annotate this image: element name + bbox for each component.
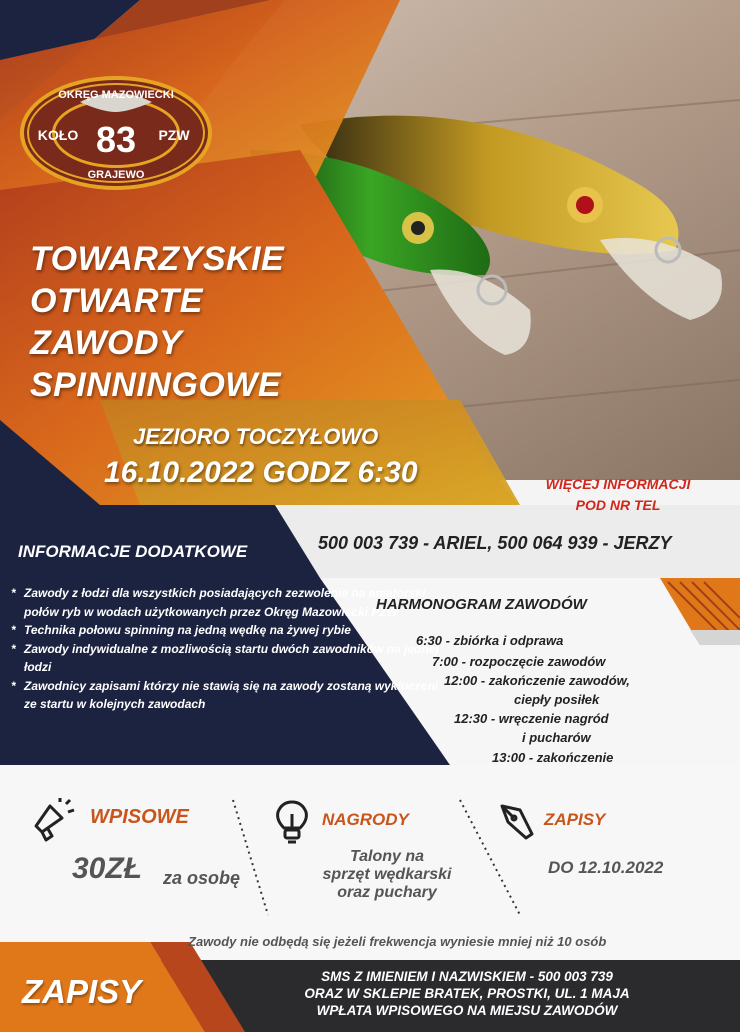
list-item: * Zawodnicy zapisami którzy nie stawią się na zawody zostaną wykluczeni ze startu w kolejnych zawodach [8, 677, 448, 714]
event-title [30, 238, 284, 406]
logo-bottom-text: GRAJEWO [87, 169, 145, 181]
list-item: * Zawody indywidualne z mozliwością startu dwóch zawodników na jednej łodzi [8, 640, 448, 677]
footer-line: WPŁATA WPISOWEGO NA MIEJSU ZAWODÓW [316, 1003, 618, 1018]
logo-number: 83 [95, 119, 137, 160]
club-logo [18, 74, 214, 192]
fee-unit: za osobę [163, 868, 241, 888]
schedule-title: HARMONOGRAM ZAWODÓW [376, 596, 587, 613]
more-info-line: WIĘCEJ INFORMACJI [545, 476, 691, 492]
footer-info [262, 968, 672, 1019]
logo-right-text: PZW [158, 127, 190, 143]
additional-info-title: INFORMACJE DODATKOWE [18, 542, 248, 561]
list-item: * Technika połowu spinning na jedną wędkę na żywej rybie [8, 621, 448, 640]
more-info [518, 474, 718, 516]
logo-left-text: KOŁO [37, 127, 79, 143]
prizes-text [302, 848, 472, 902]
list-item: * Zawody z łodzi dla wszystkich posiadających zezwolenie na amatorski połów ryb w wodach użytkowanych przez Okręg Mazowiecki PZW [8, 584, 448, 621]
megaphone-icon [32, 798, 76, 844]
footer-line: SMS Z IMIENIEM I NAZWISKIEM - 500 003 739 [321, 969, 613, 984]
prizes-line: Talony na [349, 848, 425, 865]
schedule-row: 12:30 - wręczenie nagród [454, 711, 609, 726]
more-info-line: POD NR TEL [575, 497, 661, 513]
event-location: JEZIORO TOCZYŁOWO [133, 424, 379, 449]
fee-amount: 30ZŁ [72, 852, 143, 885]
contact-phones: 500 003 739 - ARIEL, 500 064 939 - JERZY [318, 533, 672, 553]
schedule-row: i pucharów [522, 730, 591, 745]
prizes-line: sprzęt wędkarski [322, 866, 452, 883]
prizes-label: NAGRODY [322, 810, 409, 829]
schedule-row: 12:00 - zakończenie zawodów, [444, 673, 630, 688]
logo-top-text: OKRĘG MAZOWIECKI [58, 89, 174, 101]
title-line: TOWARZYSKIE [30, 240, 285, 278]
fee-label: WPISOWE [90, 806, 189, 828]
attendance-notice: Zawody nie odbędą się jeżeli frekwencja wyniesie mniej niż 10 osób [188, 934, 607, 949]
schedule-row: 13:00 - zakończenie [492, 750, 614, 765]
schedule-row: ciepły posiłek [514, 692, 600, 707]
schedule-row: 7:00 - rozpoczęcie zawodów [432, 654, 606, 669]
title-line: ZAWODY [30, 324, 183, 362]
footer-label: ZAPISY [22, 973, 142, 1010]
title-line: OTWARTE [30, 282, 203, 320]
prizes-line: oraz puchary [337, 884, 437, 901]
registration-deadline: DO 12.10.2022 [548, 858, 664, 877]
schedule-row: 6:30 - zbiórka i odprawa [416, 633, 564, 648]
registration-label: ZAPISY [544, 810, 606, 829]
pen-icon [498, 800, 536, 840]
lightbulb-icon [272, 798, 312, 844]
title-line: SPINNINGOWE [30, 366, 282, 404]
footer-line: ORAZ W SKLEPIE BRATEK, PROSTKI, UL. 1 MAJA [304, 986, 630, 1001]
event-date: 16.10.2022 GODZ 6:30 [104, 456, 418, 489]
